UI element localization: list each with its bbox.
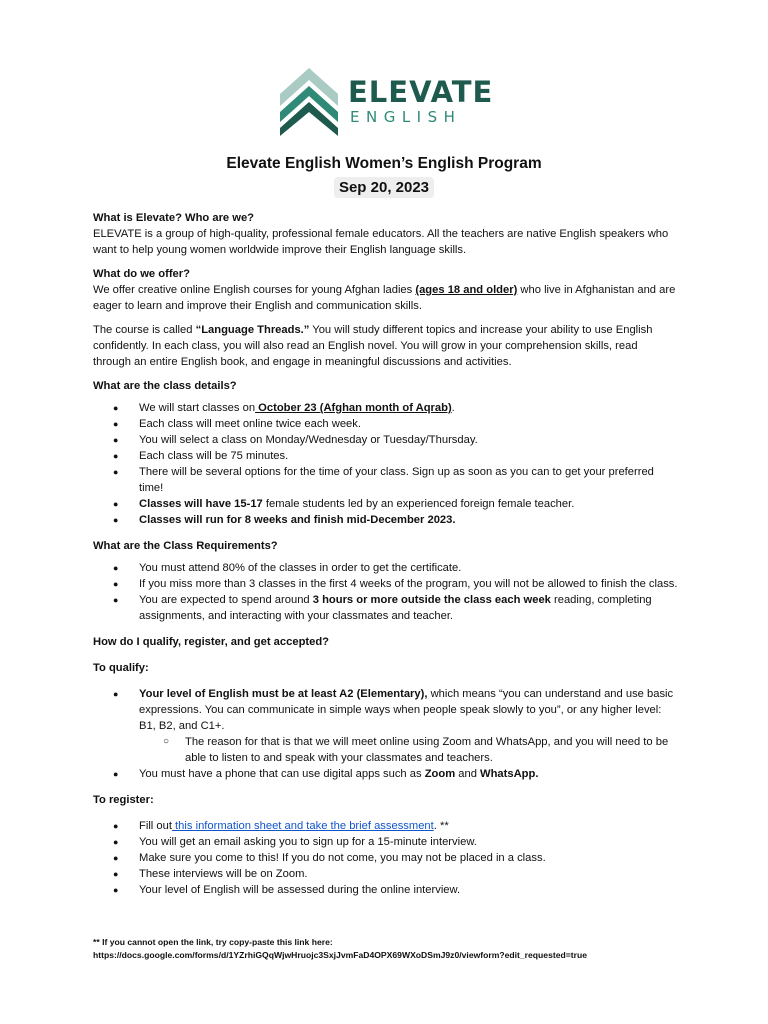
requirements-list — [93, 560, 678, 624]
qualify-sublist — [139, 734, 678, 766]
logo-wordmark: ELEVATE — [348, 75, 494, 109]
document-body — [93, 210, 678, 908]
list-item: ● If you miss more than 3 classes in the first 4 weeks of the program, you will not be allowed to finish the class. — [93, 576, 678, 592]
section-heading-qualify-register: How do I qualify, register, and get accepted? — [93, 636, 330, 648]
list-item: ● You are expected to spend around 3 hours or more outside the class each week reading, completing assignments, and interacting with your classmates and teacher. — [93, 592, 678, 624]
section-heading-offer: What do we offer? — [93, 268, 190, 280]
list-item: ● These interviews will be on Zoom. — [93, 866, 678, 882]
section-heading-about: What is Elevate? Who are we? — [93, 212, 255, 224]
information-sheet-link[interactable]: this information sheet and take the brief assessment — [171, 820, 434, 832]
list-item: ● Make sure you come to this! If you do not come, you may not be placed in a class. — [93, 850, 678, 866]
list-item: ● Each class will meet online twice each week. — [93, 416, 678, 432]
section-heading-details: What are the class details? — [93, 380, 237, 392]
subheading-to-qualify: To qualify: — [93, 662, 149, 674]
list-item: ● Fill out this information sheet and take the brief assessment. ** — [93, 818, 678, 834]
list-item: ● There will be several options for the time of your class. Sign up as soon as you can to get your preferred time! — [93, 464, 678, 496]
list-item: ● You must have a phone that can use digital apps such as Zoom and WhatsApp. — [93, 766, 678, 782]
register-list — [93, 818, 678, 898]
list-item: ● Your level of English will be assessed during the online interview. — [93, 882, 678, 898]
list-item: ● We will start classes on October 23 (Afghan month of Aqrab). — [93, 400, 678, 416]
subheading-to-register: To register: — [93, 794, 154, 806]
footer-line-1: ** If you cannot open the link, try copy-paste this link here: — [93, 937, 333, 947]
list-item: ● Classes will run for 8 weeks and finish mid-December 2023. — [93, 512, 678, 528]
list-item: ● You will get an email asking you to sign up for a 15-minute interview. — [93, 834, 678, 850]
elevate-logo — [278, 66, 492, 138]
footer-url: https://docs.google.com/forms/d/1YZrhiGQqWjwHruojc3SxjJvmFaD4OPX69WXoDSmJ9z0/viewform?edit_requested=true — [93, 950, 588, 960]
details-list — [93, 400, 678, 528]
course-paragraph: The course is called “Language Threads.” You will study different topics and increase your ability to use English confidently. In each class, you will also read an English novel. You will grow in your comprehension skills, read through an entire English book, and engage in meaningful discussions and activities. — [93, 324, 653, 368]
list-item: ● Classes will have 15-17 female students led by an experienced foreign female teacher. — [93, 496, 678, 512]
section-heading-requirements: What are the Class Requirements? — [93, 540, 278, 552]
logo-subword: ENGLISH — [350, 108, 462, 126]
list-item: ● You will select a class on Monday/Wednesday or Tuesday/Thursday. — [93, 432, 678, 448]
footer-note — [93, 936, 693, 962]
list-item: ● You must attend 80% of the classes in order to get the certificate. — [93, 560, 678, 576]
list-item: ○ The reason for that is that we will meet online using Zoom and WhatsApp, and you will need to be able to listen to and speak with your classmates and teachers. — [93, 734, 678, 766]
offer-paragraph: We offer creative online English courses for young Afghan ladies (ages 18 and older) who live in Afghanistan and are eager to learn and improve their English and communication skills. — [93, 284, 676, 312]
document-date: Sep 20, 2023 — [334, 177, 434, 198]
document-title: Elevate English Women’s English Program — [226, 155, 542, 172]
about-paragraph: ELEVATE is a group of high-quality, professional female educators. All the teachers are native English speakers who want to help young women worldwide improve their English language skills. — [93, 228, 669, 256]
list-item: ● Your level of English must be at least A2 (Elementary), which means “you can understand and use basic expressions. You can communicate in simple ways when people speak slowly to you”, or any higher level: B1, B2, and C1+. ○ The reason for that is that we will meet online using Zoom and WhatsApp, and you will need to be able to listen to and speak with your classmates and teachers. — [93, 686, 678, 766]
chevron-logo-icon — [278, 66, 340, 136]
list-item: ● Each class will be 75 minutes. — [93, 448, 678, 464]
qualify-list — [93, 686, 678, 782]
